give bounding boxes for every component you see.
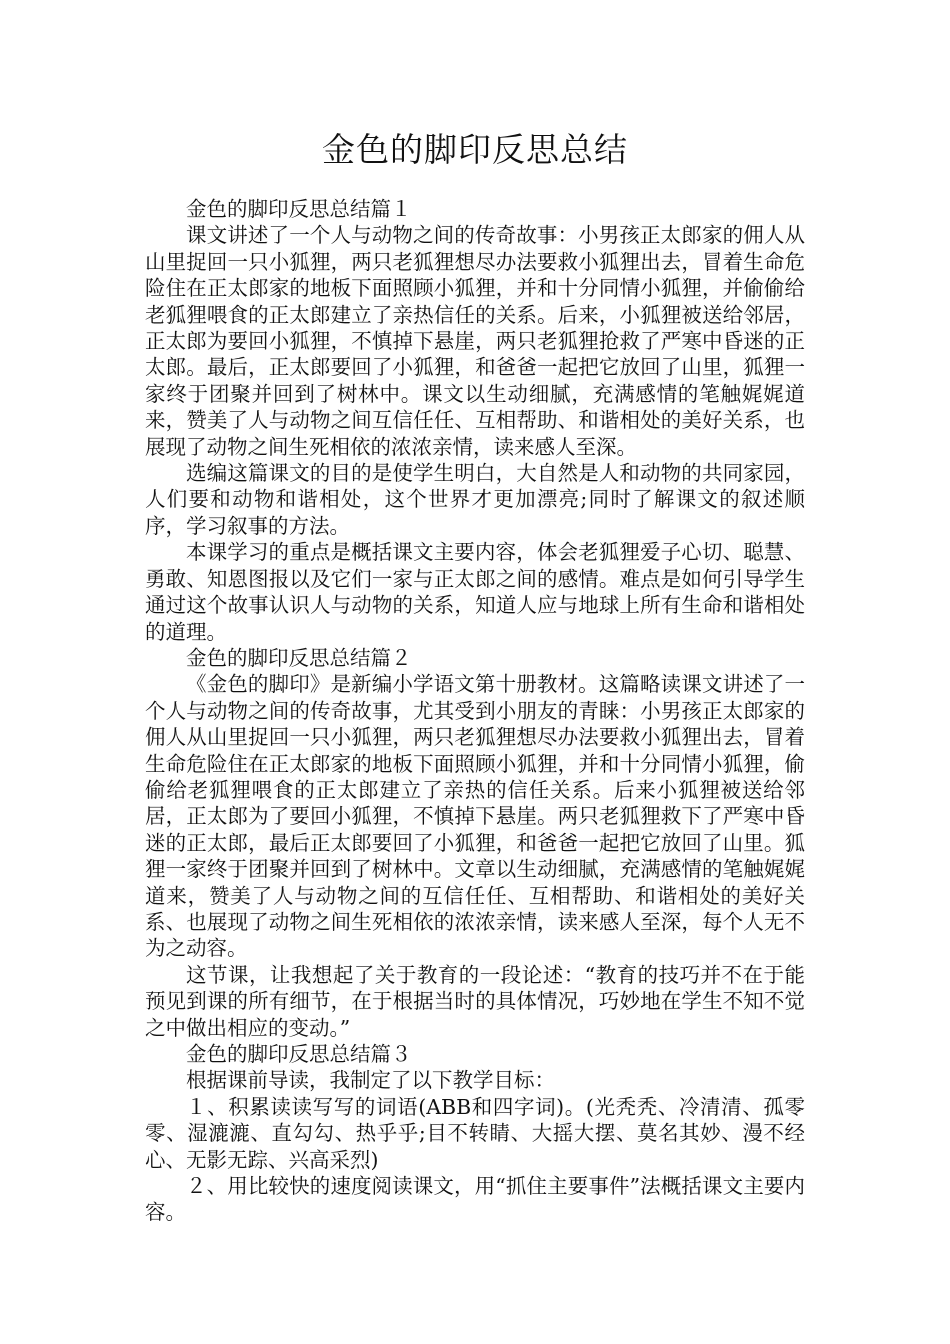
body-paragraph: 课文讲述了一个人与动物之间的传奇故事：小男孩正太郎家的佣人从山里捉回一只小狐狸，两只老狐狸想尽办法要救小狐狸出去，冒着生命危险住在正太郎家的地板下面照顾小狐狸，并和十分同情小狐狸，并偷偷给老狐狸喂食的正太郎建立了亲热信任的关系。后来，小狐狸被送给邻居，正太郎为要回小狐狸，不慎掉下悬崖，两只老狐狸抢救了严寒中昏迷的正太郎。最后，正太郎要回了小狐狸，和爸爸一起把它放回了山里，狐狸一家终于团聚并回到了树林中。课文以生动细腻，充满感情的笔触娓娓道来，赞美了人与动物之间互信任任、互相帮助、和谐相处的美好关系，也展现了动物之间生死相依的浓浓亲情，读来感人至深。 [145, 223, 805, 459]
body-paragraph: １、积累读读写写的词语(ABB和四字词)。(光秃秃、冷清清、孤零零、湿漉漉、直勾勾、热乎乎;目不转睛、大摇大摆、莫名其妙、漫不经心、无影无踪、兴高采烈) [145, 1094, 805, 1172]
document-title: 金色的脚印反思总结 [322, 130, 628, 169]
body-paragraph: 《金色的脚印》是新编小学语文第十册教材。这篇略读课文讲述了一个人与动物之间的传奇故事，尤其受到小朋友的青睐：小男孩正太郎家的佣人从山里捉回一只小狐狸，两只老狐狸想尽办法要救小狐狸出去，冒着生命危险住在正太郎家的地板下面照顾小狐狸，并和十分同情小狐狸，偷偷给老狐狸喂食的正太郎建立了亲热的信任关系。后来小狐狸被送给邻居，正太郎为了要回小狐狸，不慎掉下悬崖。两只老狐狸救下了严寒中昏迷的正太郎，最后正太郎要回了小狐狸，和爸爸一起把它放回了山里。狐狸一家终于团聚并回到了树林中。文章以生动细腻，充满感情的笔触娓娓道来，赞美了人与动物之间的互信任任、互相帮助、和谐相处的美好关系、也展现了动物之间生死相依的浓浓亲情，读来感人至深，每个人无不为之动容。 [145, 672, 805, 961]
body-paragraph: 这节课，让我想起了关于教育的一段论述：“教育的技巧并不在于能预见到课的所有细节，在于根据当时的具体情况，巧妙地在学生不知不觉之中做出相应的变动。” [145, 962, 805, 1040]
section-heading: 金色的脚印反思总结篇１ [186, 197, 412, 221]
body-paragraph: ２、用比较快的速度阅读课文，用“抓住主要事件”法概括课文主要内容。 [145, 1174, 805, 1225]
body-paragraph: 选编这篇课文的目的是使学生明白，大自然是人和动物的共同家园，人们要和动物和谐相处，这个世界才更加漂亮;同时了解课文的叙述顺序，学习叙事的方法。 [145, 461, 805, 538]
body-paragraph: 本课学习的重点是概括课文主要内容，体会老狐狸爱子心切、聪慧、勇敢、知恩图报以及它们一家与正太郎之间的感情。难点是如何引导学生通过这个故事认识人与动物的关系，知道人应与地球上所有生命和谐相处的道理。 [145, 540, 805, 644]
section-heading: 金色的脚印反思总结篇３ [186, 1042, 412, 1066]
section-heading: 金色的脚印反思总结篇２ [186, 645, 412, 670]
document-body [145, 196, 805, 1226]
body-paragraph: 根据课前导读，我制定了以下教学目标： [186, 1068, 555, 1093]
